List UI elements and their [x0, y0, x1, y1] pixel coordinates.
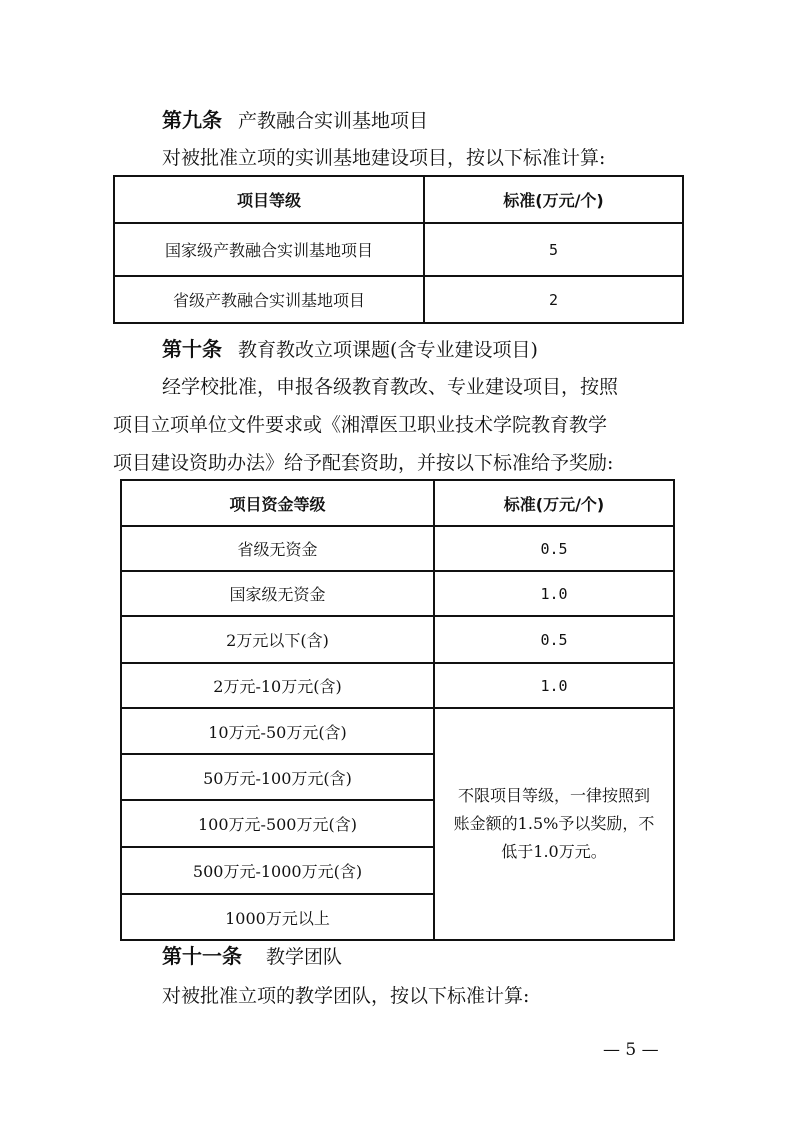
column-header: 标准(万元/个)	[434, 480, 674, 526]
merged-standard-line: 低于1.0万元。	[501, 842, 607, 861]
standard-cell: 1.0	[434, 571, 674, 616]
table-header-row	[121, 480, 674, 526]
table-row	[121, 708, 674, 754]
standard-cell: 2	[424, 276, 683, 323]
article-10-heading	[162, 336, 538, 363]
table-row	[114, 276, 683, 323]
merged-standard-line: 账金额的1.5%予以奖励，不	[453, 814, 655, 833]
paragraph-line: 经学校批准，申报各级教育教改、专业建设项目，按照	[162, 376, 619, 398]
article-9-intro: 对被批准立项的实训基地建设项目，按以下标准计算:	[162, 147, 606, 169]
column-header: 项目等级	[114, 176, 424, 223]
article-11-intro: 对被批准立项的教学团队，按以下标准计算:	[162, 985, 530, 1007]
funding-level-table	[120, 479, 675, 941]
level-cell: 1000万元以上	[121, 894, 434, 940]
article-title: 教学团队	[266, 946, 343, 968]
standard-cell: 5	[424, 223, 683, 276]
project-level-table	[113, 175, 684, 324]
level-cell: 国家级无资金	[121, 571, 434, 616]
standard-cell: 0.5	[434, 616, 674, 663]
level-cell: 省级产教融合实训基地项目	[114, 276, 424, 323]
standard-cell: 0.5	[434, 526, 674, 571]
table-row	[121, 526, 674, 571]
paragraph-line: 项目立项单位文件要求或《湘潭医卫职业技术学院教育教学	[113, 414, 608, 436]
page-number: — 5 —	[603, 1040, 659, 1060]
article-title: 产教融合实训基地项目	[238, 110, 429, 132]
table-row	[121, 663, 674, 708]
article-number: 第九条	[162, 108, 222, 132]
table-row	[121, 616, 674, 663]
level-cell: 10万元-50万元(含)	[121, 708, 434, 754]
column-header: 标准(万元/个)	[424, 176, 683, 223]
level-cell: 500万元-1000万元(含)	[121, 847, 434, 894]
article-11-heading	[162, 943, 342, 970]
article-number: 第十一条	[162, 944, 242, 968]
level-cell: 省级无资金	[121, 526, 434, 571]
table-row	[121, 571, 674, 616]
column-header: 项目资金等级	[121, 480, 434, 526]
standard-cell: 1.0	[434, 663, 674, 708]
article-number: 第十条	[162, 337, 222, 361]
table-header-row	[114, 176, 683, 223]
level-cell: 2万元-10万元(含)	[121, 663, 434, 708]
level-cell: 100万元-500万元(含)	[121, 800, 434, 847]
table-row	[114, 223, 683, 276]
paragraph-line: 项目建设资助办法》给予配套资助，并按以下标准给予奖励:	[113, 452, 614, 474]
level-cell: 50万元-100万元(含)	[121, 754, 434, 800]
level-cell: 2万元以下(含)	[121, 616, 434, 663]
article-9-heading	[162, 107, 428, 134]
merged-standard-line: 不限项目等级，一律按照到	[457, 786, 650, 805]
level-cell: 国家级产教融合实训基地项目	[114, 223, 424, 276]
merged-standard-cell	[434, 708, 674, 940]
article-title: 教育教改立项课题(含专业建设项目)	[238, 339, 538, 361]
